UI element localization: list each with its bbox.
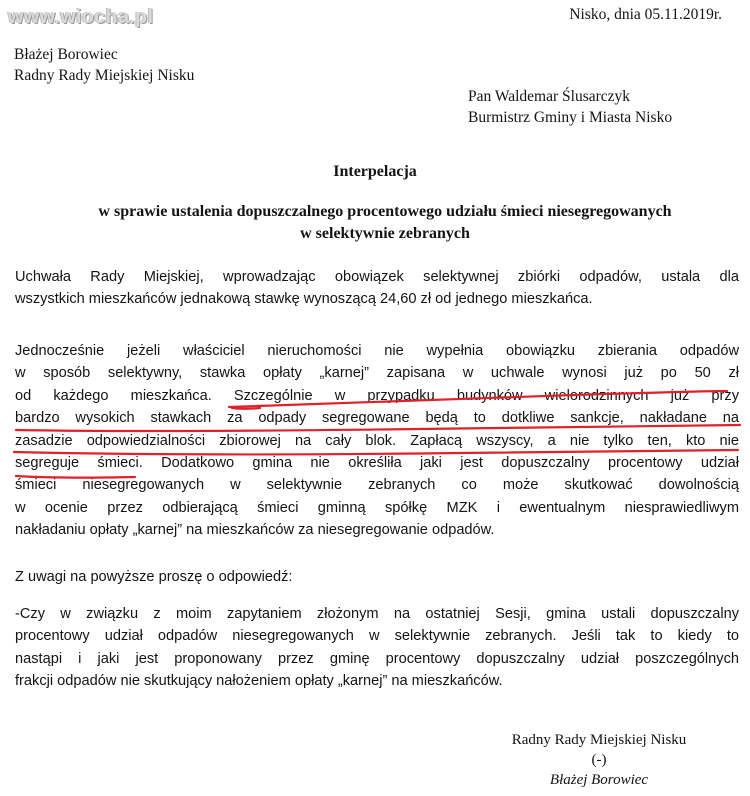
paragraph-line: w sposób selektywny, stawka opłaty „karnej” zapisana w uchwale wynosi już po 50 zł (15, 365, 739, 382)
signature-name: Błażej Borowiec (549, 772, 649, 788)
paragraph-line: zasadzie odpowiedzialności zbiorowej na cały blok. Zapłacą wszyscy, a nie tylko ten, kto nie (15, 432, 739, 449)
document-subject (20, 201, 750, 245)
paragraph-line: frakcji odpadów nie skutkujący nałożeniem opłaty „karnej” na mieszkańców. (15, 673, 503, 690)
subject-line: w selektywnie zebranych (300, 225, 470, 242)
paragraph-question (15, 603, 739, 693)
document-title: Interpelacja (333, 163, 417, 180)
paragraph-line: segreguje śmieci. Dodatkowo gmina nie określiła jaki jest dopuszczalny procentowy udział (15, 455, 739, 472)
paragraph-request (15, 566, 739, 588)
sender-block (14, 44, 194, 86)
subject-line: w sprawie ustalenia dopuszczalnego procentowego udziału śmieci niesegregowanych (98, 203, 672, 220)
recipient-title: Burmistrz Gminy i Miasta Nisko (468, 109, 673, 126)
paragraph-flat-rate (15, 266, 739, 311)
paragraph-line: procentowy udział odpadów niesegregowanych w selektywnie zebranych. Jeśli tak to kiedy to (15, 628, 739, 645)
paragraph-line: -Czy w związku z moim zapytaniem złożonym na ostatniej Sesji, gmina ustali dopuszczalny (15, 606, 739, 622)
paragraph-penalty (15, 340, 739, 542)
date-line: Nisko, dnia 05.11.2019r. (569, 6, 722, 23)
paragraph-line: Uchwała Rady Miejskiej, wprowadzając obowiązek selektywnej zbiórki odpadów, ustala dla (15, 269, 739, 285)
paragraph-line: Z uwagi na powyższe proszę o odpowiedź: (15, 569, 293, 585)
recipient-block (468, 86, 672, 128)
signature-mark: (-) (591, 752, 607, 768)
signature-block (484, 730, 714, 790)
paragraph-line: nastąpi i jaki jest proponowany przez gminę procentowy dopuszczalny udział poszczególnych (15, 650, 739, 667)
sender-title: Radny Rady Miejskiej Nisku (14, 67, 195, 84)
paragraph-line: w ocenie przez odbierającą śmieci gminną spółkę MZK i ewentualnym niesprawiedliwym (15, 499, 739, 516)
paragraph-line: śmieci niesegregowanych w selektywnie zebranych co może skutkować dowolnością (15, 477, 739, 494)
sender-name: Błażej Borowiec (14, 46, 118, 63)
watermark-logo: www.wiocha.pl (8, 6, 154, 28)
paragraph-line: Jednocześnie jeżeli właściciel nieruchomości nie wypełnia obowiązku zbierania odpadów (15, 343, 739, 359)
paragraph-line: od każdego mieszkańca. Szczególnie w przypadku budynków wielorodzinnych już przy (15, 387, 739, 404)
paragraph-line: wszystkich mieszkańców jednakową stawkę wynoszącą 24,60 zł od jednego mieszkańca. (15, 291, 593, 308)
signature-role: Radny Rady Miejskiej Nisku (511, 732, 687, 748)
paragraph-line: nakładaniu opłaty „karnej” na mieszkańców za niesegregowanie odpadów. (15, 522, 495, 539)
paragraph-line: bardzo wysokich stawkach za odpady segregowane będą to dotkliwe sankcje, nakładane na (15, 410, 739, 427)
recipient-name: Pan Waldemar Ślusarczyk (468, 88, 631, 105)
